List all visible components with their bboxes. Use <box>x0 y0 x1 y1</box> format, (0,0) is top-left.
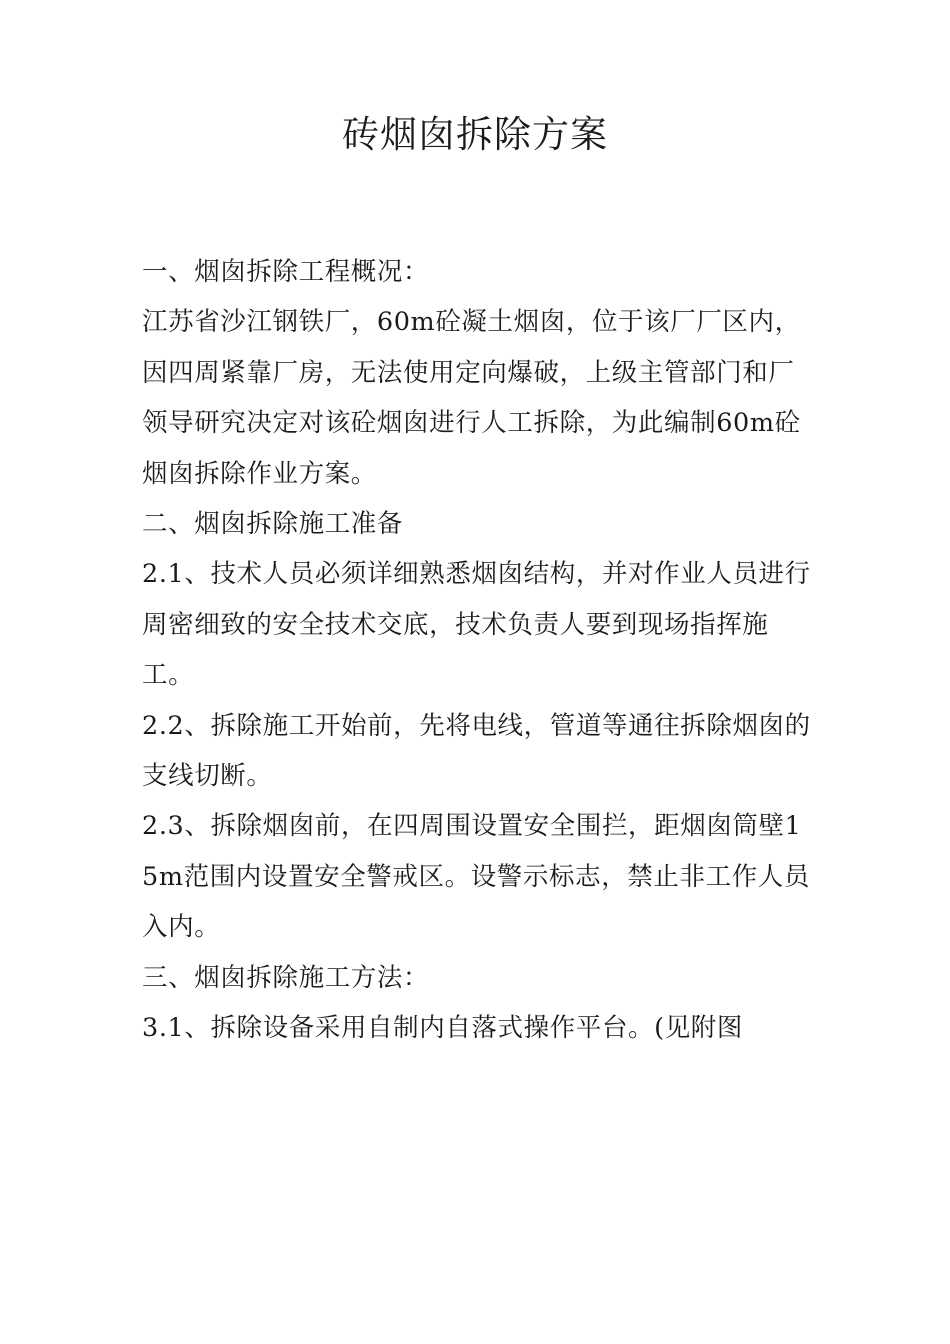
document-title: 砖烟囱拆除方案 <box>342 113 608 156</box>
section-heading-overview: 一、烟囱拆除工程概况： <box>142 257 430 287</box>
paragraph-2-3: 2.3、拆除烟囱前，在四周围设置安全围拦，距烟囱筒壁15m范围内设置安全警戒区。设警示标志，禁止非工作人员入内。 <box>142 811 811 943</box>
paragraph-overview: 江苏省沙江钢铁厂，60m砼凝土烟囱，位于该厂厂区内，因四周紧靠厂房，无法使用定向爆破，上级主管部门和厂领导研究决定对该砼烟囱进行人工拆除，为此编制60m砼烟囱拆除作业方案。 <box>142 307 801 489</box>
paragraph-2-2: 2.2、拆除施工开始前，先将电线，管道等通往拆除烟囱的支线切断。 <box>142 710 811 792</box>
section-heading-preparation: 二、烟囱拆除施工准备 <box>142 509 404 540</box>
paragraph-3-1: 3.1、拆除设备采用自制内自落式操作平台。(见附图 <box>142 1013 744 1044</box>
paragraph-2-1: 2.1、技术人员必须详细熟悉烟囱结构，并对作业人员进行周密细致的安全技术交底，技术负责人要到现场指挥施工。 <box>142 559 811 691</box>
document-body <box>142 247 814 1054</box>
section-heading-method: 三、烟囱拆除施工方法： <box>142 962 430 993</box>
